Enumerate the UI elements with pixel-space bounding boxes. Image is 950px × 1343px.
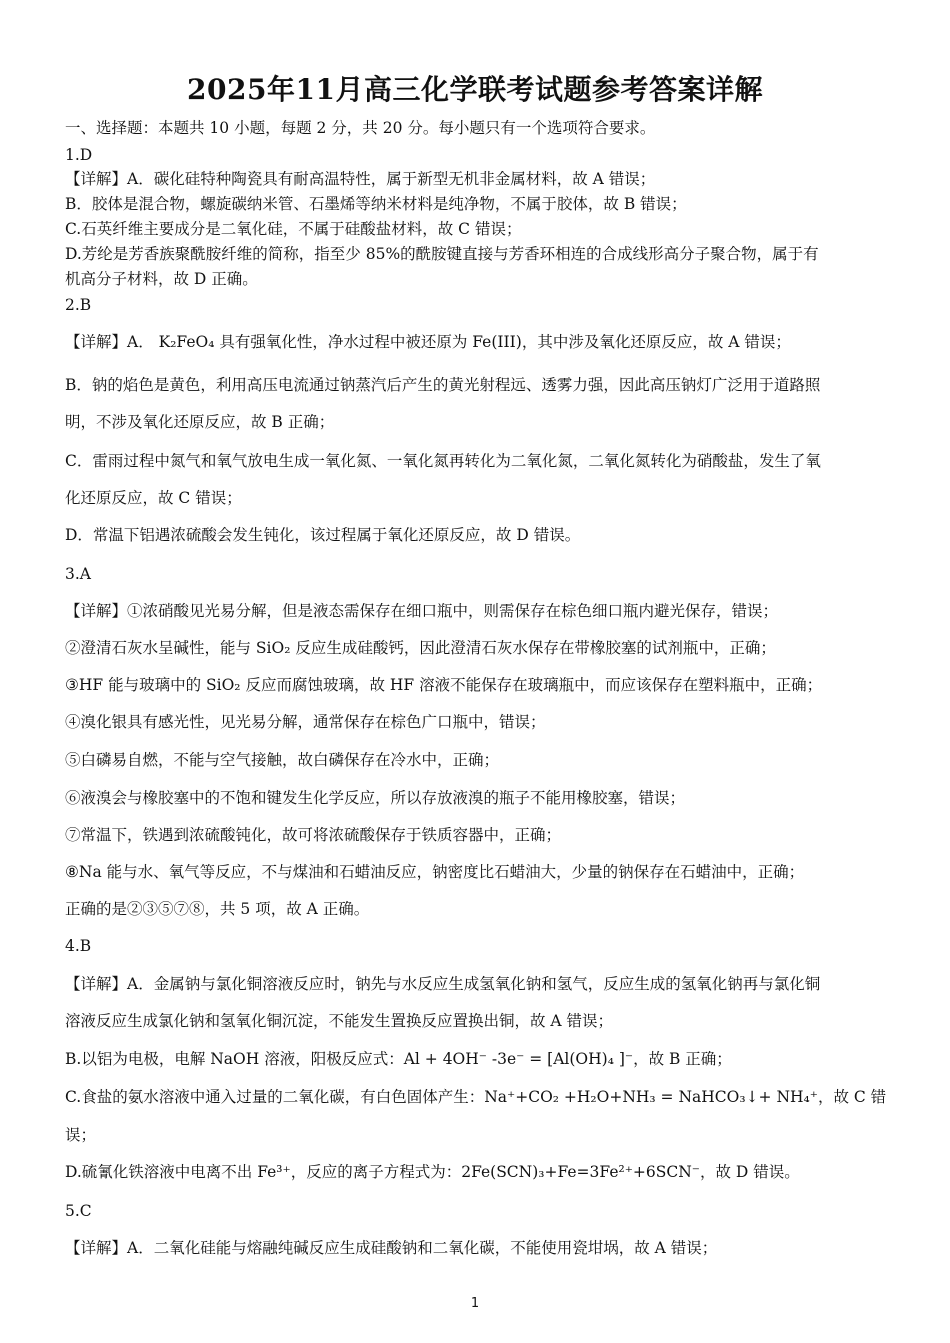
explanation-line: B．胶体是混合物，螺旋碳纳米管、石墨烯等纳米材料是纯净物，不属于胶体，故 B 错误；: [65, 195, 687, 213]
explanation-line: C.食盐的氨水溶液中通入过量的二氧化碳，有白色固体产生：Na⁺+CO₂ +H₂O+NH₃ = NaHCO₃↓+ NH₄⁺，故 C 错: [65, 1088, 887, 1106]
explanation-line: D．常温下铝遇浓硫酸会发生钝化，该过程属于氧化还原反应，故 D 错误。: [65, 526, 581, 544]
question-answer: 5.C: [65, 1202, 92, 1220]
question-answer: 1.D: [65, 146, 93, 164]
explanation-line: B．钠的焰色是黄色，利用高压电流通过钠蒸汽后产生的黄光射程远、透雾力强，因此高压钠灯广泛用于道路照: [65, 376, 821, 394]
page-title: 2025年11月高三化学联考试题参考答案详解: [187, 73, 763, 106]
question-answer: 2.B: [65, 296, 92, 314]
explanation-line: 【详解】①浓硝酸见光易分解，但是液态需保存在细口瓶中，则需保存在棕色细口瓶内避光保存，错误；: [65, 602, 779, 620]
explanation-line: 【详解】A．碳化硅特种陶瓷具有耐高温特性，属于新型无机非金属材料，故 A 错误；: [65, 170, 656, 188]
explanation-line: 溶液反应生成氯化钠和氢氧化铜沉淀，不能发生置换反应置换出铜，故 A 错误；: [65, 1012, 614, 1030]
explanation-line: C.石英纤维主要成分是二氧化硅，不属于硅酸盐材料，故 C 错误；: [65, 220, 522, 238]
explanation-line: ⑤白磷易自燃，不能与空气接触，故白磷保存在冷水中，正确；: [65, 751, 500, 769]
explanation-line: ⑧Na 能与水、氧气等反应，不与煤油和石蜡油反应，钠密度比石蜡油大，少量的钠保存在石蜡油中，正确；: [65, 863, 805, 881]
explanation-line: 机高分子材料，故 D 正确。: [65, 270, 258, 288]
explanation-line: 化还原反应，故 C 错误；: [65, 489, 242, 507]
explanation-line: 【详解】A．金属钠与氯化铜溶液反应时，钠先与水反应生成氢氧化钠和氢气，反应生成的氢氧化钠再与氯化铜: [65, 975, 821, 993]
explanation-line: ②澄清石灰水呈碱性，能与 SiO₂ 反应生成硅酸钙，因此澄清石灰水保存在带橡胶塞的试剂瓶中，正确；: [65, 639, 776, 657]
explanation-line: C．雷雨过程中氮气和氧气放电生成一氧化氮、一氧化氮再转化为二氧化氮，二氧化氮转化为硝酸盐，发生了氧: [65, 452, 821, 470]
page-number: 1: [470, 1296, 480, 1311]
explanation-line: 【详解】A．二氧化硅能与熔融纯碱反应生成硅酸钠和二氧化碳，不能使用瓷坩埚，故 A 错误；: [65, 1239, 718, 1257]
explanation-line: 正确的是②③⑤⑦⑧，共 5 项，故 A 正确。: [65, 900, 370, 918]
explanation-line: ③HF 能与玻璃中的 SiO₂ 反应而腐蚀玻璃，故 HF 溶液不能保存在玻璃瓶中，而应该保存在塑料瓶中，正确；: [65, 676, 823, 694]
explanation-line: D.芳纶是芳香族聚酰胺纤维的简称，指至少 85%的酰胺键直接与芳香环相连的合成线形高分子聚合物，属于有: [65, 245, 819, 263]
question-answer: 3.A: [65, 565, 91, 583]
question-answer: 4.B: [65, 937, 92, 955]
explanation-line: ④溴化银具有感光性，见光易分解，通常保存在棕色广口瓶中，错误；: [65, 713, 546, 731]
explanation-line: 误；: [65, 1126, 97, 1144]
explanation-line: 明，不涉及氧化还原反应，故 B 正确；: [65, 413, 335, 431]
explanation-line: B.以铝为电极，电解 NaOH 溶液，阳极反应式：Al + 4OH⁻ -3e⁻ = [Al(OH)₄ ]⁻，故 B 正确；: [65, 1050, 732, 1068]
section-heading: 一、选择题：本题共 10 小题，每题 2 分，共 20 分。每小题只有一个选项符合要求。: [65, 119, 656, 137]
explanation-line: ⑥液溴会与橡胶塞中的不饱和键发生化学反应，所以存放液溴的瓶子不能用橡胶塞，错误；: [65, 789, 686, 807]
explanation-line: 【详解】A． K₂FeO₄ 具有强氧化性，净水过程中被还原为 Fe(III)，其中涉及氧化还原反应，故 A 错误；: [65, 333, 791, 351]
explanation-line: D.硫氰化铁溶液中电离不出 Fe³⁺，反应的离子方程式为：2Fe(SCN)₃+Fe=3Fe²⁺+6SCN⁻，故 D 错误。: [65, 1163, 800, 1181]
explanation-line: ⑦常温下，铁遇到浓硫酸钝化，故可将浓硫酸保存于铁质容器中，正确；: [65, 826, 562, 844]
